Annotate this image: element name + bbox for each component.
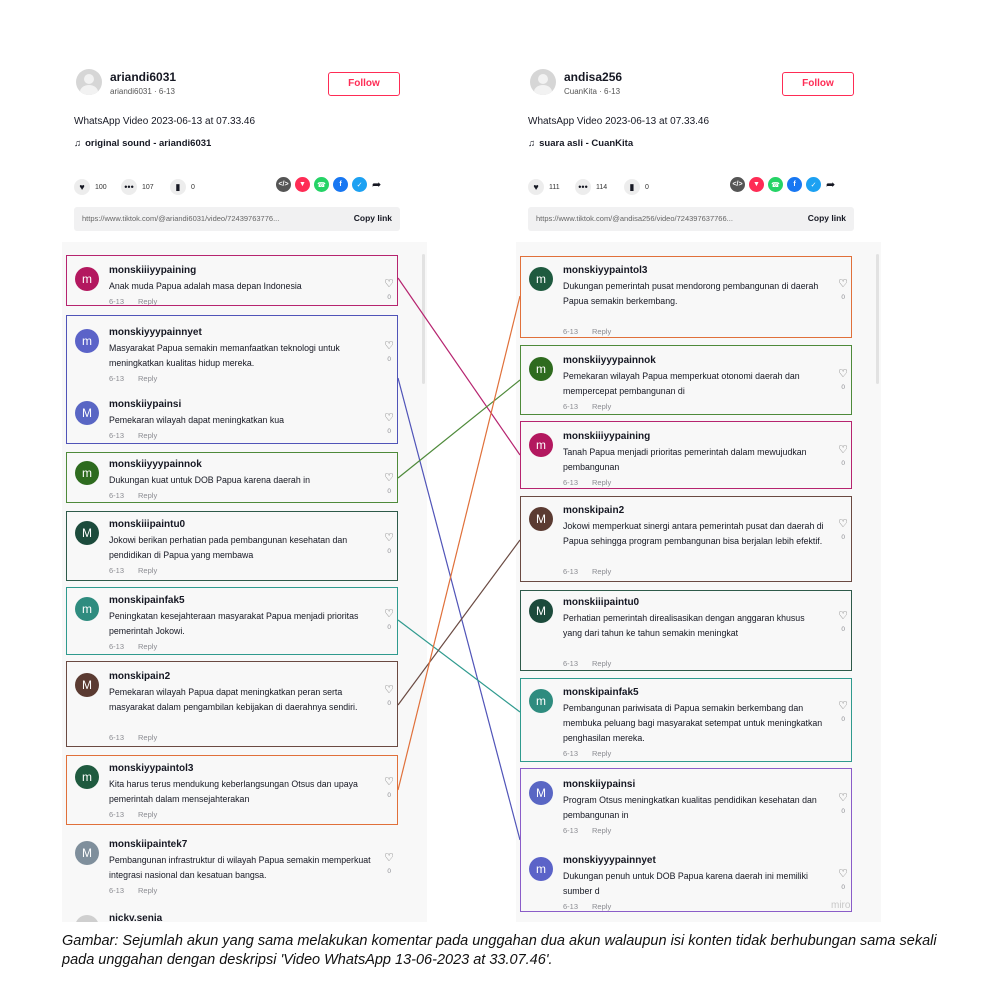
comment-username[interactable]: monskiiiyypaining	[563, 431, 651, 442]
share-arrow-icon[interactable]: ➦	[826, 179, 836, 191]
reply-button[interactable]: Reply	[138, 491, 158, 500]
reply-button[interactable]: Reply	[138, 374, 158, 383]
comment-text: Tanah Papua menjadi prioritas pemerintah dalam mewujudkan pembangunan	[563, 447, 807, 472]
comment-like-icon[interactable]: ♡	[384, 278, 394, 290]
comment-meta	[109, 374, 157, 383]
comment-username[interactable]: monskipain2	[109, 671, 171, 682]
comment-like-count: 0	[841, 294, 845, 301]
like-action[interactable]	[528, 177, 560, 197]
reply-button[interactable]: Reply	[138, 431, 158, 440]
like-count: 111	[549, 183, 560, 191]
comment-text: Pemekaran wilayah Papua dapat meningkatkan peran serta masyarakat dalam pengambilan kebijakan di daerahnya sendiri.	[109, 687, 358, 712]
link-bar	[528, 207, 854, 231]
link-bar	[74, 207, 400, 231]
comment-like-count: 0	[387, 868, 391, 875]
comment-meta	[563, 567, 611, 576]
reply-button[interactable]: Reply	[138, 642, 158, 651]
reply-button[interactable]: Reply	[592, 567, 612, 576]
comment-like-icon[interactable]: ♡	[384, 776, 394, 788]
reply-button[interactable]: Reply	[138, 566, 158, 575]
comment-meta	[563, 749, 611, 758]
reply-button[interactable]: Reply	[592, 826, 612, 835]
comment-date: 6-13	[563, 402, 579, 411]
comment-date: 6-13	[109, 810, 125, 819]
comment-date: 6-13	[563, 826, 579, 835]
comment-list[interactable]	[62, 242, 427, 922]
comment-like-count: 0	[387, 700, 391, 707]
comment-meta	[563, 826, 611, 835]
comment-like-count: 0	[387, 792, 391, 799]
save-count: 0	[645, 183, 649, 191]
comment-text: Pemekaran wilayah Papua memperkuat otonomi daerah dan mempercepat pembangunan di	[563, 371, 800, 396]
follow-button[interactable]: Follow	[782, 72, 854, 96]
commenter-avatar[interactable]: M	[75, 401, 99, 425]
commenter-avatar[interactable]: M	[529, 781, 553, 805]
send-icon[interactable]: ▼	[749, 177, 764, 192]
comment-date: 6-13	[109, 886, 125, 895]
comment-date: 6-13	[563, 478, 579, 487]
reply-button[interactable]: Reply	[592, 659, 612, 668]
sound-label: original sound - ariandi6031	[85, 138, 212, 149]
comment-action[interactable]	[121, 177, 154, 197]
comment-meta	[109, 431, 157, 440]
comment-username[interactable]: monskiyypaintol3	[563, 265, 648, 276]
user-avatar[interactable]	[530, 69, 556, 95]
post-url: https://www.tiktok.com/@ariandi6031/video/72439763776...	[82, 214, 280, 223]
whatsapp-icon[interactable]: ☎	[314, 177, 329, 192]
comment-like-count: 0	[387, 428, 391, 435]
comment-like-icon[interactable]: ♡	[838, 700, 848, 712]
post-description: WhatsApp Video 2023-06-13 at 07.33.46	[528, 116, 710, 127]
comment-text: Pembangunan infrastruktur di wilayah Papua semakin memperkuat integrasi nasional dan kesatuan bangsa.	[109, 855, 371, 880]
comment-like-icon[interactable]: ♡	[384, 852, 394, 864]
comment-text: Anak muda Papua adalah masa depan Indonesia	[109, 281, 302, 291]
twitter-icon[interactable]: ✓	[806, 177, 821, 192]
bookmark-icon: ▮	[624, 179, 640, 195]
commenter-avatar[interactable]: m	[529, 357, 553, 381]
comment-text: Peningkatan kesejahteraan masyarakat Papua menjadi prioritas pemerintah Jokowi.	[109, 611, 359, 636]
commenter-avatar[interactable]: m	[529, 689, 553, 713]
comment-text: Perhatian pemerintah direalisasikan dengan anggaran khusus yang dari tahun ke tahun semakin meningkat	[563, 613, 805, 638]
copy-link-button[interactable]: Copy link	[353, 213, 392, 223]
sound-label: suara asli - CuanKita	[539, 138, 634, 149]
post-username[interactable]: ariandi6031	[110, 70, 177, 84]
comment-like-count: 0	[841, 626, 845, 633]
action-bar	[74, 177, 404, 197]
comment-icon: •••	[575, 179, 591, 195]
comment-meta	[563, 478, 611, 487]
twitter-icon[interactable]: ✓	[352, 177, 367, 192]
comment-meta	[109, 810, 157, 819]
comment-like-count: 0	[387, 548, 391, 555]
comment-date: 6-13	[563, 749, 579, 758]
post-subtitle: CuanKita · 6-13	[564, 87, 621, 96]
share-row	[730, 177, 835, 192]
reply-button[interactable]: Reply	[138, 810, 158, 819]
embed-icon[interactable]: </>	[730, 177, 745, 192]
comment-like-icon[interactable]: ♡	[838, 868, 848, 880]
comment-date: 6-13	[109, 374, 125, 383]
comment-username[interactable]: monskiyyypainnyet	[109, 327, 202, 338]
commenter-avatar[interactable]: M	[529, 599, 553, 623]
comment-text: Jokowi memperkuat sinergi antara pemerintah pusat dan daerah di Papua sehingga program pembangunan bisa berjalan lebih efektif.	[563, 521, 824, 546]
comment-meta	[109, 491, 157, 500]
comment-like-icon[interactable]: ♡	[384, 340, 394, 352]
heart-icon: ♥	[74, 179, 90, 195]
miro-watermark: miro	[831, 900, 851, 911]
copy-link-button[interactable]: Copy link	[807, 213, 846, 223]
comment-date: 6-13	[109, 642, 125, 651]
comment-like-icon[interactable]: ♡	[384, 684, 394, 696]
commenter-avatar[interactable]: m	[529, 433, 553, 457]
reply-button[interactable]: Reply	[592, 749, 612, 758]
whatsapp-icon[interactable]: ☎	[768, 177, 783, 192]
comment-text: Jokowi berikan perhatian pada pembangunan kesehatan dan pendidikan di Papua yang membawa	[109, 535, 348, 560]
facebook-icon[interactable]: f	[333, 177, 348, 192]
comment-like-count: 0	[387, 488, 391, 495]
comment-list[interactable]	[516, 242, 881, 922]
commenter-avatar[interactable]: M	[75, 841, 99, 865]
comment-date: 6-13	[109, 431, 125, 440]
commenter-avatar[interactable]: M	[529, 507, 553, 531]
comment-meta	[563, 902, 611, 911]
comment-like-count: 0	[841, 808, 845, 815]
comment-action[interactable]	[575, 177, 607, 197]
comment-meta	[563, 659, 611, 668]
comment-username[interactable]: monskiiiyypaining	[109, 265, 197, 276]
comment-like-icon[interactable]: ♡	[838, 444, 848, 456]
figure-caption: Gambar: Sejumlah akun yang sama melakukan komentar pada unggahan dua akun walaupun isi konten tidak berhubungan sama sekali pada unggahan dengan deskripsi 'Video WhatsApp 13-06-2023 at 33.07.46'.	[62, 933, 937, 968]
scrollbar[interactable]	[876, 254, 879, 384]
post-subtitle: ariandi6031 · 6-13	[110, 87, 175, 96]
save-count: 0	[191, 183, 195, 191]
comment-like-icon[interactable]: ♡	[838, 792, 848, 804]
reply-button[interactable]: Reply	[592, 402, 612, 411]
music-note-icon: ♫	[528, 138, 536, 149]
comment-meta	[563, 327, 611, 336]
post-description: WhatsApp Video 2023-06-13 at 07.33.46	[74, 116, 256, 127]
reply-button[interactable]: Reply	[138, 886, 158, 895]
commenter-avatar[interactable]: m	[75, 329, 99, 353]
comment-date: 6-13	[109, 491, 125, 500]
comment-like-count: 0	[387, 294, 391, 301]
commenter-avatar[interactable]: M	[75, 673, 99, 697]
comment-count: 107	[142, 183, 154, 191]
commenter-avatar[interactable]	[75, 915, 99, 922]
comment-username[interactable]: monskiyyypainnyet	[563, 855, 656, 866]
reply-button[interactable]: Reply	[138, 733, 158, 742]
comment-date: 6-13	[563, 659, 579, 668]
comment-date: 6-13	[563, 902, 579, 911]
post-url: https://www.tiktok.com/@andisa256/video/724397637766...	[536, 214, 733, 223]
like-count: 100	[95, 183, 107, 191]
comment-like-count: 0	[841, 716, 845, 723]
comment-count: 114	[596, 183, 608, 191]
comment-like-count: 0	[841, 460, 845, 467]
comment-username[interactable]: monskiiyyypainnok	[563, 355, 656, 366]
comment-username[interactable]: nickv.senia	[109, 913, 163, 922]
share-arrow-icon[interactable]: ➦	[372, 179, 382, 191]
comment-username[interactable]: monskiyypaintol3	[109, 763, 194, 774]
like-action[interactable]	[74, 177, 107, 197]
save-action[interactable]	[624, 177, 649, 197]
comment-username[interactable]: monskiiipaintu0	[563, 597, 640, 608]
comment-meta	[563, 402, 611, 411]
commenter-avatar[interactable]: m	[75, 765, 99, 789]
comment-text: Dukungan pemerintah pusat mendorong pembangunan di daerah Papua semakin berkembang.	[563, 281, 819, 306]
comment-username[interactable]: monskiiypainsi	[563, 779, 636, 790]
reply-button[interactable]: Reply	[592, 327, 612, 336]
comment-meta	[109, 297, 157, 306]
comment-like-icon[interactable]: ♡	[838, 610, 848, 622]
comment-text: Pembangunan pariwisata di Papua semakin berkembang dan membuka peluang bagi masyarakat setempat untuk meningkatkan penghasilan mereka.	[563, 703, 823, 743]
follow-button[interactable]: Follow	[328, 72, 400, 96]
music-note-icon: ♫	[74, 138, 82, 149]
comment-meta	[109, 566, 157, 575]
commenter-avatar[interactable]: m	[75, 461, 99, 485]
comment-username[interactable]: monskiiyyypainnok	[109, 459, 202, 470]
commenter-avatar[interactable]: m	[75, 267, 99, 291]
commenter-avatar[interactable]: M	[75, 521, 99, 545]
comment-username[interactable]: monskipain2	[563, 505, 625, 516]
embed-icon[interactable]: </>	[276, 177, 291, 192]
comment-like-icon[interactable]: ♡	[838, 518, 848, 530]
facebook-icon[interactable]: f	[787, 177, 802, 192]
comment-date: 6-13	[109, 297, 125, 306]
comment-date: 6-13	[563, 567, 579, 576]
comment-text: Dukungan kuat untuk DOB Papua karena daerah in	[109, 475, 310, 485]
comment-like-icon[interactable]: ♡	[384, 412, 394, 424]
comment-meta	[109, 642, 157, 651]
user-avatar[interactable]	[76, 69, 102, 95]
bookmark-icon: ▮	[170, 179, 186, 195]
comment-like-icon[interactable]: ♡	[384, 472, 394, 484]
comment-like-count: 0	[841, 534, 845, 541]
commenter-avatar[interactable]: m	[75, 597, 99, 621]
comment-text: Masyarakat Papua semakin memanfaatkan teknologi untuk meningkatkan kualitas hidup mereka.	[109, 343, 340, 368]
reply-button[interactable]: Reply	[592, 478, 612, 487]
reply-button[interactable]: Reply	[138, 297, 158, 306]
comment-meta	[109, 733, 157, 742]
send-icon[interactable]: ▼	[295, 177, 310, 192]
comment-like-icon[interactable]: ♡	[838, 278, 848, 290]
comment-like-count: 0	[387, 624, 391, 631]
comment-username[interactable]: monskiiypainsi	[109, 399, 182, 410]
commenter-avatar[interactable]: m	[529, 267, 553, 291]
commenter-avatar[interactable]: m	[529, 857, 553, 881]
comment-username[interactable]: monskiiipaintu0	[109, 519, 186, 530]
comment-username[interactable]: monskiipaintek7	[109, 839, 188, 850]
post-sound[interactable]	[528, 138, 633, 149]
comment-like-icon[interactable]: ♡	[838, 368, 848, 380]
post-sound[interactable]	[74, 138, 211, 149]
comment-date: 6-13	[109, 733, 125, 742]
comment-date: 6-13	[563, 327, 579, 336]
comment-username[interactable]: monskipainfak5	[563, 687, 639, 698]
comment-like-count: 0	[841, 884, 845, 891]
comment-icon: •••	[121, 179, 137, 195]
post-username[interactable]: andisa256	[564, 70, 623, 84]
comment-text: Program Otsus meningkatkan kualitas pendidikan kesehatan dan pembangunan in	[563, 795, 817, 820]
action-bar	[528, 177, 858, 197]
share-row	[276, 177, 381, 192]
comment-meta	[109, 886, 157, 895]
comment-text: Kita harus terus mendukung keberlangsungan Otsus dan upaya pemerintah dalam mensejahterakan	[109, 779, 358, 804]
comment-like-count: 0	[841, 384, 845, 391]
comment-date: 6-13	[109, 566, 125, 575]
comment-like-icon[interactable]: ♡	[384, 532, 394, 544]
comment-like-icon[interactable]: ♡	[384, 608, 394, 620]
comment-username[interactable]: monskipainfak5	[109, 595, 185, 606]
save-action[interactable]	[170, 177, 195, 197]
reply-button[interactable]: Reply	[592, 902, 612, 911]
scrollbar[interactable]	[422, 254, 425, 384]
comment-text: Dukungan penuh untuk DOB Papua karena daerah ini memiliki sumber d	[563, 871, 808, 896]
heart-icon: ♥	[528, 179, 544, 195]
comment-like-count: 0	[387, 356, 391, 363]
comment-text: Pemekaran wilayah dapat meningkatkan kua	[109, 415, 285, 425]
